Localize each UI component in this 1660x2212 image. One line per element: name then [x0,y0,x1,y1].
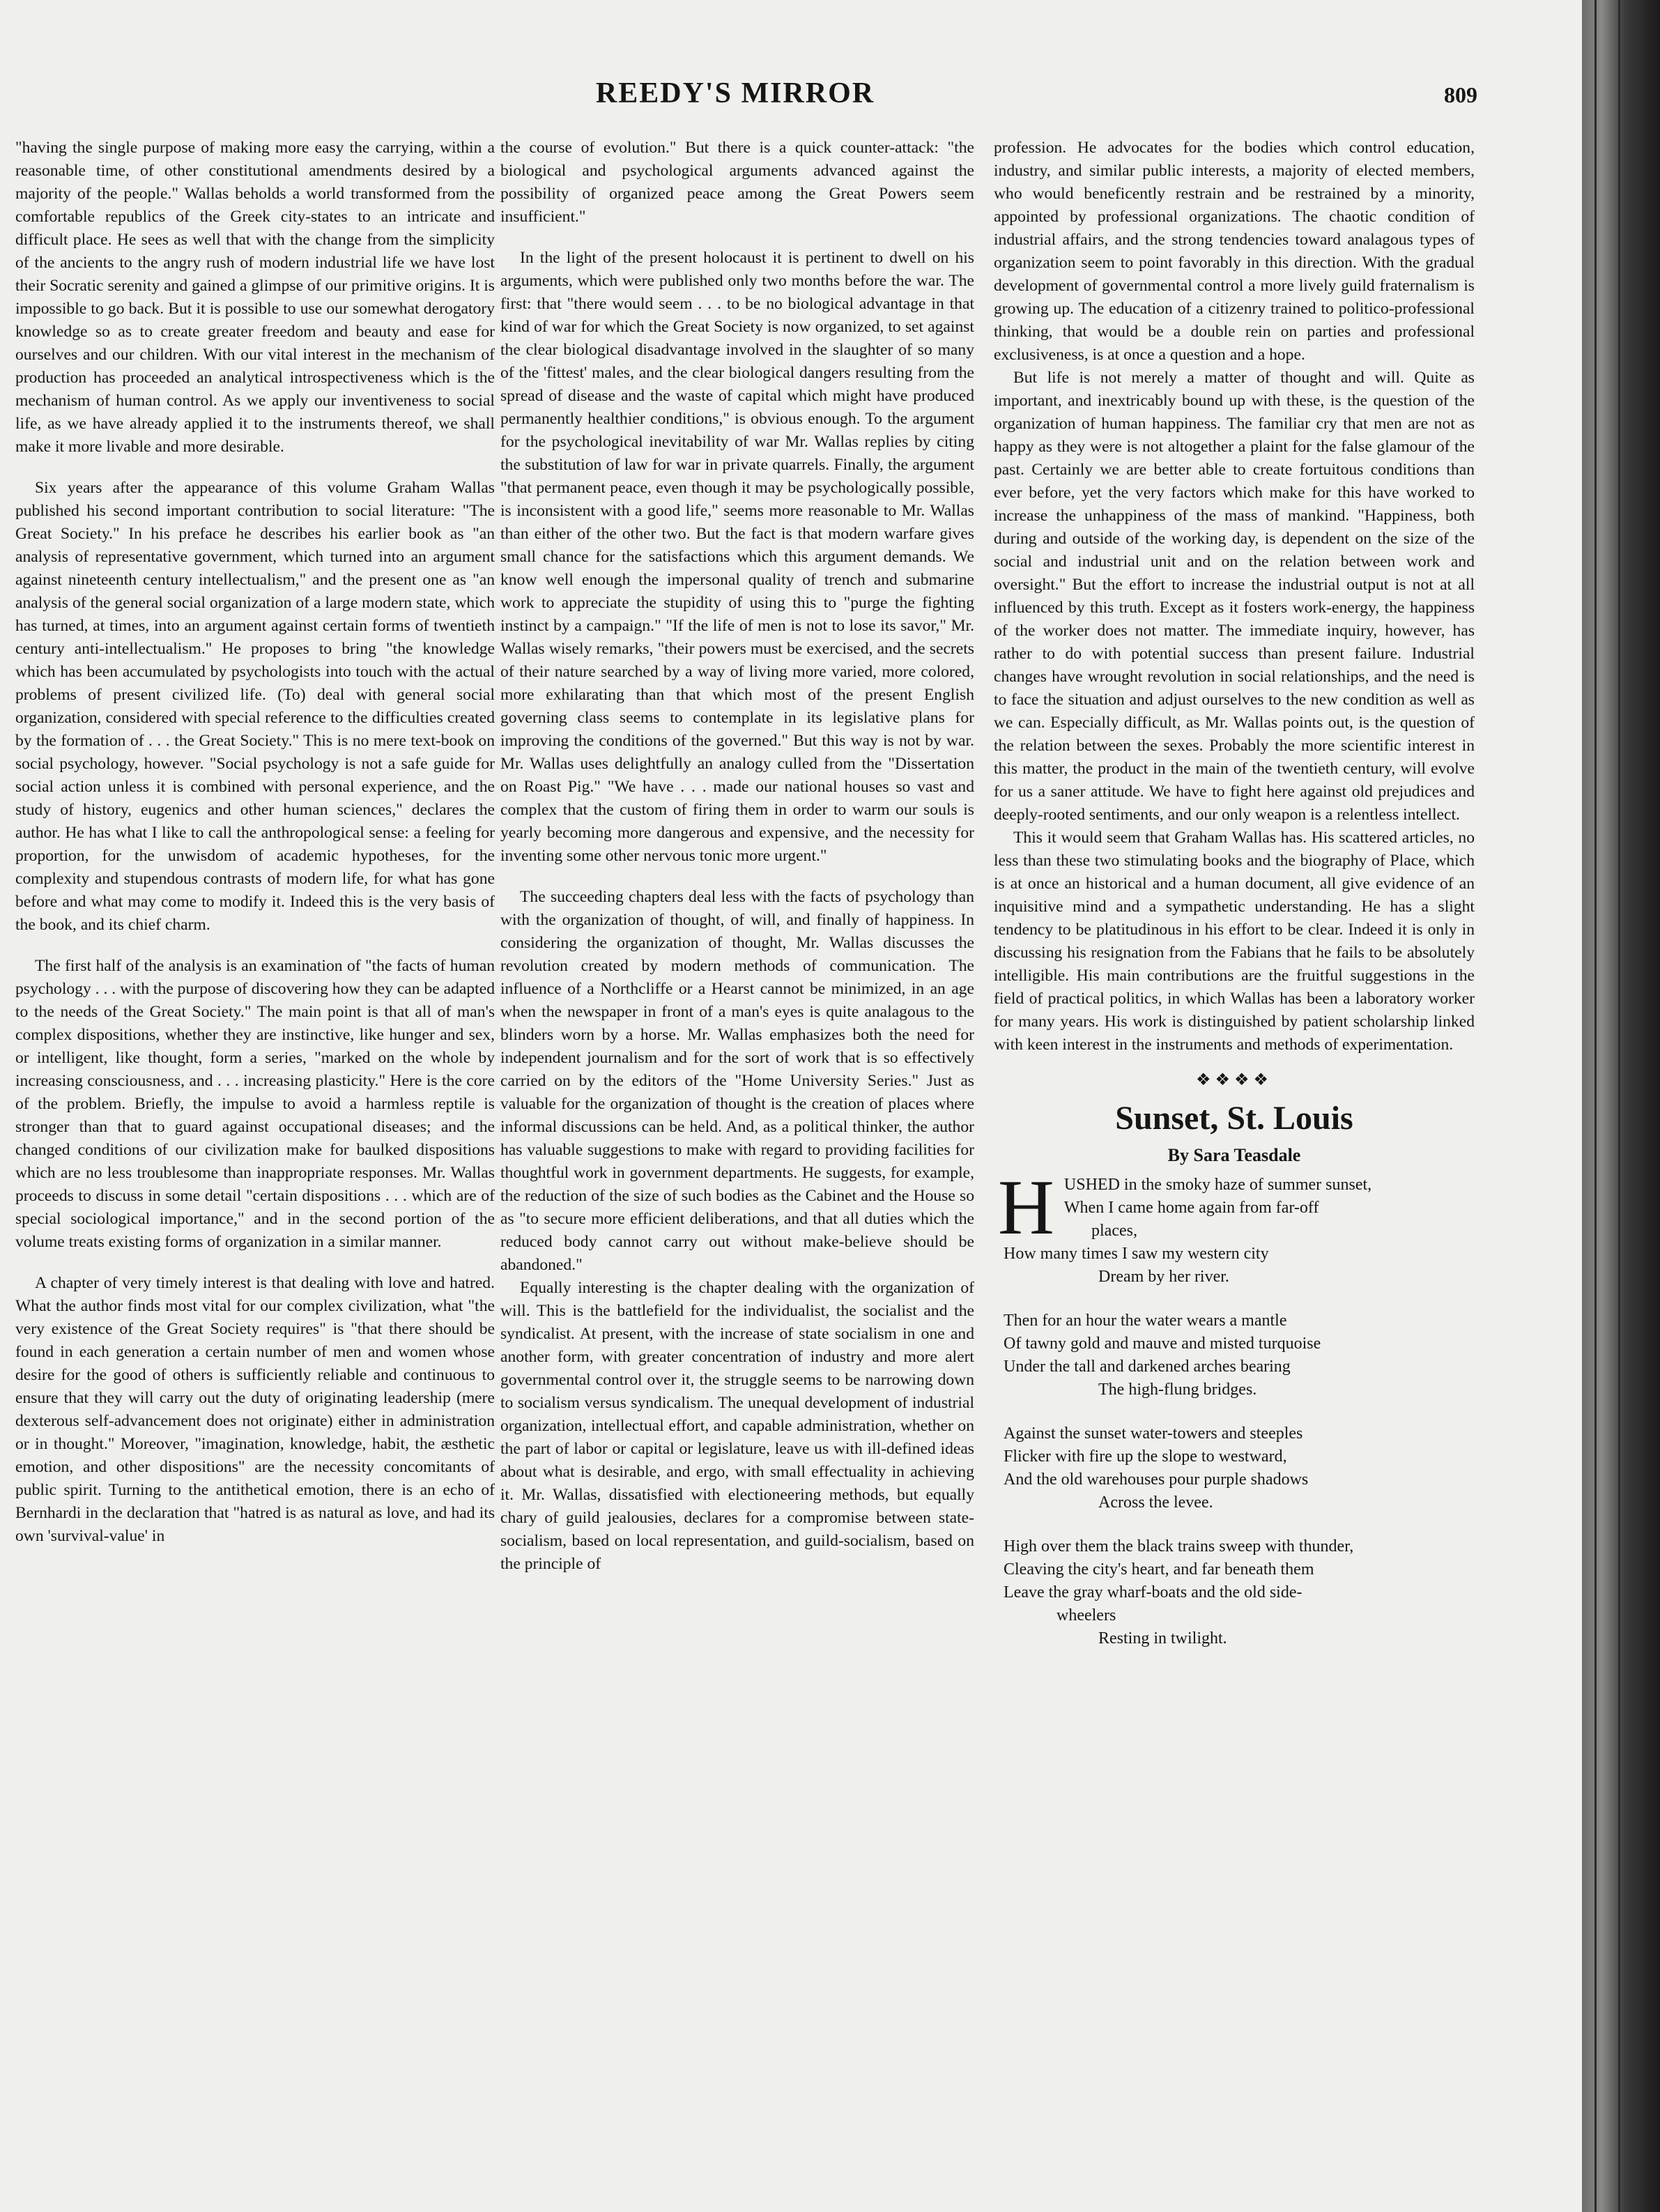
poem-title: Sunset, St. Louis [1115,1100,1353,1137]
paragraph: profession. He advocates for the bodies which control education, industry, and similar public interests, a majority of elected members, who would beneficently restrain and be restrained by a minority, appointed by professional organizations. The chaotic condition of industrial affairs, and the strong tendencies toward analagous types of organization seem to point favorably in this direction. With the gradual development of governmental control a more lively guild fraternalism is growing up. The education of a citizenry trained to politico-professional thinking, that would be a double rein on parties and professional exclusiveness, is at once a question and a hope. [994,139,1475,364]
masthead-title: REEDY'S MIRROR [595,77,875,109]
paragraph: The first half of the analysis is an examination of "the facts of human psychology . . . with the purpose of discovering how they can be adapted to the needs of the Great Society." The main point is that all of man's complex dispositions, whether they are instinctive, like hunger and sex, or intelligent, like thought, form a series, "marked on the whole by increasing consciousness, and . . . increasing plasticity." Here is the core of the problem. Briefly, the impulse to avoid a harmless reptile is stronger than that to guard against occupational diseases; and the changed conditions of our civilization make for baulked dispositions which are no less troublesome than inappropriate responses. Mr. Wallas proceeds to discuss in some detail "certain dispositions . . . which are of special sociological importance," and in the second portion of the volume treats existing forms of organization in a similar manner. [15,957,495,1251]
poem-line: USHED in the smoky haze of summer sunset, [1063,1176,1372,1194]
poem-line: Flicker with fire up the slope to westward, [1004,1447,1287,1466]
poem-line: Under the tall and darkened arches bearing [1004,1358,1291,1376]
spine-line [1618,0,1620,2212]
poem-stanza [994,1535,1475,1650]
poem-line: wheelers [1056,1606,1116,1625]
paragraph: In the light of the present holocaust it is pertinent to dwell on his arguments, which were published only two months before the war. The first: that "there would seem . . . to be no biological advantage in that kind of war for which the Great Society is now organized, to set against the clear biological disadvantage involved in the slaughter of so many of the 'fittest' males, and the clear biological dangers resulting from the spread of disease and the waste of capital which might have produced permanently healthier conditions," is obvious enough. To the argument for the psychological inevitability of war Mr. Wallas replies by citing the substitution of law for war in private quarrels. Finally, the argument "that permanent peace, even though it may be psychologically possible, is inconsistent with a good life," seems more reasonable to Mr. Wallas than either of the other two. But the fact is that modern warfare gives small chance for the satisfactions which this argument demands. We know well enough the impersonal quality of trench and submarine work to appreciate the stupidity of using this to "purge the fighting instinct by a campaign." "If the life of men is not to lose its savor," Mr. Wallas wisely remarks, "their powers must be exercised, and the secrets of their nature searched by a way of living more varied, more colored, more exhilarating than that which most of the present English governing class seems to contemplate in its legislative plans for improving the conditions of the governed." But this way is not by war. Mr. Wallas uses delightfully an analogy culled from the "Dissertation on Roast Pig." "We have . . . made our national houses so vast and complex that the custom of firing them in order to warm our souls is yearly becoming more dangerous and expensive, and the necessity for inventing some other nervous tonic more urgent." [500,249,974,865]
poem-line: Resting in twilight. [1098,1629,1227,1648]
paragraph: This it would seem that Graham Wallas has. His scattered articles, no less than these two stimulating books and the biography of Place, which is at once an historical and a human document, all give evidence of an inquisitive mind and a sympathetic understanding. He has a slight tendency to be platitudinous in his effort to be clear. Indeed it is only in discussing his resignation from the Fabians that he fails to be absolutely intelligible. His main contributions are the fruitful suggestions in the field of practical politics, in which Wallas has been a laboratory worker for many years. His work is distinguished by patient scholarship linked with keen interest in the instruments and methods of experimentation. [994,829,1475,1054]
poem-stanza [994,1422,1475,1514]
poem-line: How many times I saw my western city [1004,1245,1269,1263]
paragraph: Equally interesting is the chapter dealing with the organization of will. This is the battlefield for the individualist, the socialist and the syndicalist. At present, with the increase of state socialism in one and another form, with greater concentration of industry and more alert governmental control over it, the struggle seems to be narrowing down to socialism versus syndicalism. The unequal development of industrial organization, intellectual effort, and capable administration, whether on the part of labor or capital or legislature, leave us with ill-defined ideas about what is desirable, and ergo, with small effectuality in achieving it. Mr. Wallas, dissatisfied with electioneering methods, but equally chary of guild jealousies, declares for a compromise between state-socialism, based on local representation, and guild-socialism, based on the principle of [500,1279,974,1573]
poem-line: And the old warehouses pour purple shadows [1004,1470,1309,1489]
paragraph: the course of evolution." But there is a quick counter-attack: "the biological and psychological arguments advanced against the possibility of organized peace among the Great Powers seem insufficient." [500,139,974,226]
paragraph: "having the single purpose of making more easy the carrying, within a reasonable time, of other constitutional amendments desired by a majority of the people." Wallas beholds a world transformed from the comfortable republics of the Greek city-states to an intricate and difficult place. He sees as well that with the change from the simplicity of the ancients to the angry rush of modern industrial life we have lost their Socratic serenity and gained a glimpse of our primitive origins. It is impossible to go back. But it is possible to use our somewhat derogatory knowledge so as to create greater freedom and beauty and ease for ourselves and our children. With our vital interest in the mechanism of production has proceeded an analytical introspectiveness which is the mechanism of human control. As we apply our inventiveness to social life, as we have already applied it to the instruments thereof, we shall make it more livable and more desirable. [15,139,495,456]
drop-cap: H [998,1165,1054,1251]
poem-line: Against the sunset water-towers and steeples [1004,1424,1303,1443]
paragraph: A chapter of very timely interest is that dealing with love and hatred. What the author finds most vital for our complex civilization, what "the very existence of the Great Society requires" is "that there should be found in each generation a certain number of men and women whose desire for the good of others is sufficiently reliable and continuous to ensure that they will carry out the duty of originating leadership (mere dexterous self-advancement does not originate) either in administration or in thought." Moreover, "imagination, knowledge, habit, the æsthetic emotion, and other dispositions" are the necessity concomitants of public spirit. Turning to the antithetical emotion, there is an echo of Bernhardi in the declaration that "hatred is as natural as love, and had its own 'survival-value' in [15,1274,495,1545]
paragraph: Six years after the appearance of this volume Graham Wallas published his second important contribution to social literature: "The Great Society." In his preface he describes his earlier book as "an analysis of representative government, which turned into an argument against nineteenth century intellectualism," and the present one as "an analysis of the general social organization of a large modern state, which has turned, at times, into an argument against certain forms of twentieth century anti-intellectualism." He proposes to bring "the knowledge which has been accumulated by psychologists into touch with the actual problems of present civilized life. (To) deal with general social organization, considered with special reference to the difficulties created by the formation of . . . the Great Society." This is no mere text-book on social psychology, however. "Social psychology is not a safe guide for social action unless it is combined with personal experience, and the study of history, eugenics and other human sciences," declares the author. He has what I like to call the anthropological sense: a feeling for proportion, for the unwisdom of academic hypotheses, for the complexity and stupendous contrasts of modern life, for what has gone before and what may come to modify it. Indeed this is the very basis of the book, and its chief charm. [15,479,495,934]
poem-line: The high-flung bridges. [1098,1381,1257,1399]
paragraph: The succeeding chapters deal less with the facts of psychology than with the organization of thought, of will, and finally of happiness. In considering the organization of thought, Mr. Wallas discusses the revolution created by modern methods of communication. The influence of a Northcliffe or a Hearst cannot be minimized, in an age when the newspaper in front of a man's eyes is quite analagous to the blinders worn by a horse. Mr. Wallas emphasizes both the need for independent journalism and for the sort of work that is so effectively carried on by the editors of the "Home University Series." Just as valuable for the organization of thought is the creation of places where informal discussions can be held. And, as a political thinker, the author has valuable suggestions to make with regard to providing facilities for thoughtful work in government departments. He suggests, for example, the reduction of the size of such bodies as the Cabinet and the House so as "to secure more efficient deliberations, and that all duties which the reduced body cannot carry out without make-believe should be abandoned." [500,888,974,1274]
section-ornament: ❖❖❖❖ [1195,1071,1273,1089]
poem-line: Dream by her river. [1098,1268,1229,1286]
poem [994,1165,1475,1650]
spine-line [1594,0,1597,2212]
paragraph: But life is not merely a matter of thought and will. Quite as important, and inextricably bound up with these, is the question of the organization of human happiness. The familiar cry that men are not as happy as they were is not altogether a plaint for the false glamour of the past. Certainly we are better able to create fortuitous conditions than ever before, yet the very factors which make for this have worked to increase the unhappiness of the mass of mankind. "Happiness, both during and outside of the working day, is dependent on the size of the social and industrial unit and on the relation between work and oversight." But the effort to increase the industrial output is not at all influenced by this truth. Except as it fosters work-energy, the happiness of the worker does not matter. The immediate inquiry, however, has rather to do with potential success than present failure. Industrial changes have wrought revolution in social relationships, and the need is to face the situation and adjust ourselves to the new condition as well as we can. Especially difficult, as Mr. Wallas points out, is the question of the relation between the sexes. Probably the more scientific interest in this matter, the product in the main of the twentieth century, will evolve for us a saner attitude. We have to fight here against old prejudices and deeply-rooted sentiments, and our only weapon is a relentless intellect. [994,369,1475,824]
poem-line: Then for an hour the water wears a mantle [1004,1312,1287,1330]
poem-line: places, [1091,1222,1137,1240]
poem-line: Leave the gray wharf-boats and the old side- [1004,1583,1302,1602]
poem-line: Cleaving the city's heart, and far beneath them [1004,1560,1314,1579]
poem-line: Across the levee. [1098,1493,1213,1512]
column-3 [994,137,1475,1671]
column-2 [500,137,974,1576]
book-spine-edge [1582,0,1660,2212]
page-number: 809 [1444,82,1477,107]
poem-stanza [994,1165,1475,1289]
poem-line: High over them the black trains sweep with thunder, [1004,1537,1354,1556]
column-1 [15,137,495,1548]
poem-stanza [994,1309,1475,1401]
poem-byline: By Sara Teasdale [1167,1145,1301,1165]
poem-line: When I came home again from far-off [1063,1199,1319,1217]
poem-line: Of tawny gold and mauve and misted turquoise [1004,1335,1321,1353]
